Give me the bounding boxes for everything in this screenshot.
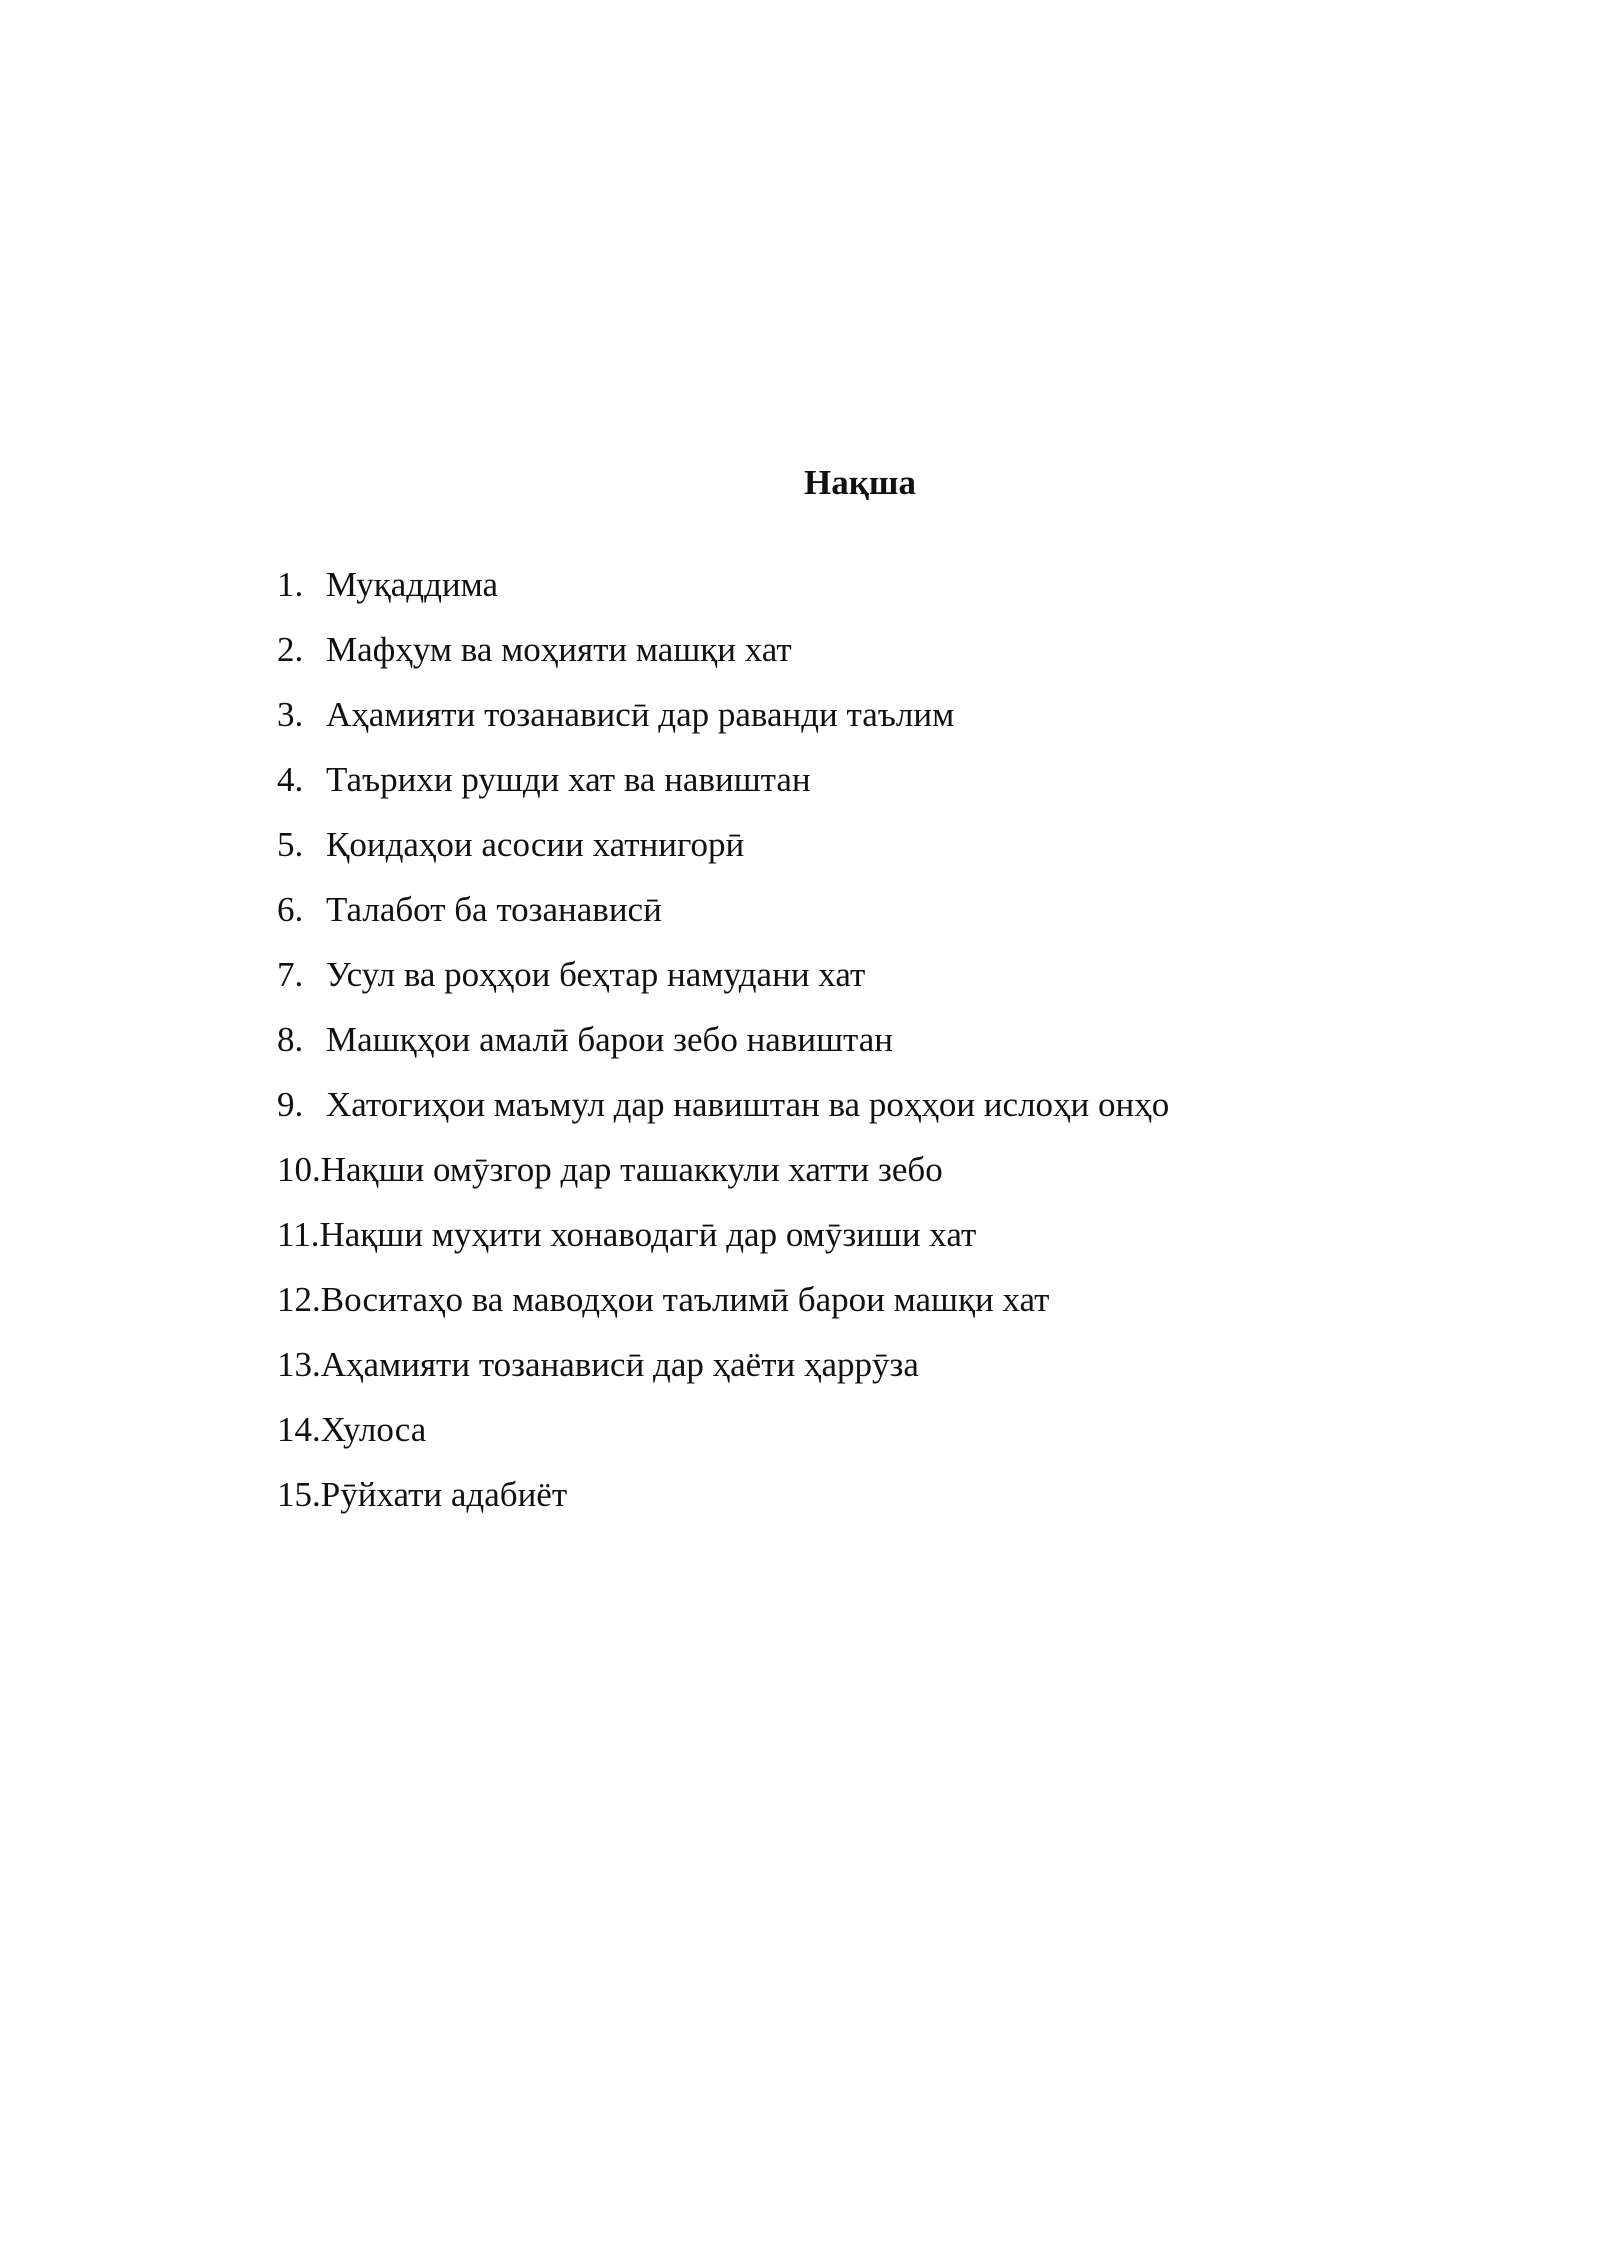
list-item xyxy=(277,1082,1169,1147)
item-number: 14. xyxy=(277,1410,321,1449)
item-number: 12. xyxy=(277,1280,321,1319)
list-item xyxy=(277,822,1169,887)
item-number: 3. xyxy=(277,695,304,734)
list-item xyxy=(277,1342,1169,1407)
item-number: 7. xyxy=(277,955,304,994)
item-number: 13. xyxy=(277,1345,321,1384)
item-text: Мафҳум ва моҳияти машқи хат xyxy=(326,630,792,669)
list-item xyxy=(277,1472,1169,1537)
item-text: Хулоса xyxy=(320,1410,427,1449)
item-number: 5. xyxy=(277,825,304,864)
item-text: Талабот ба тозанависӣ xyxy=(326,890,662,929)
list-item xyxy=(277,887,1169,952)
item-text: Қоидаҳои асосии хатнигорӣ xyxy=(326,825,745,864)
item-text: Нақши омӯзгор дар ташаккули хатти зебо xyxy=(320,1150,943,1189)
item-text: Воситаҳо ва маводҳои таълимӣ барои машқи хат xyxy=(320,1280,1050,1319)
item-text: Таърихи рушди хат ва навиштан xyxy=(326,760,811,799)
item-number: 8. xyxy=(277,1020,304,1059)
item-text: Нақши муҳити хонаводагӣ дар омӯзиши хат xyxy=(319,1215,977,1254)
list-item xyxy=(277,627,1169,692)
item-text: Муқаддима xyxy=(326,565,499,604)
item-text: Аҳамияти тозанависӣ дар раванди таълим xyxy=(326,695,955,734)
item-number: 2. xyxy=(277,630,304,669)
page-title: Нақша xyxy=(804,463,916,502)
list-item xyxy=(277,692,1169,757)
item-text: Хатогиҳои маъмул дар навиштан ва роҳҳои ислоҳи онҳо xyxy=(326,1085,1170,1124)
item-text: Рӯйхати адабиёт xyxy=(320,1475,568,1514)
item-number: 15. xyxy=(277,1475,321,1514)
table-of-contents xyxy=(277,562,1169,1537)
item-number: 6. xyxy=(277,890,304,929)
item-number: 11. xyxy=(277,1215,320,1254)
list-item xyxy=(277,1017,1169,1082)
list-item xyxy=(277,1277,1169,1342)
list-item xyxy=(277,562,1169,627)
list-item xyxy=(277,952,1169,1017)
list-item xyxy=(277,1147,1169,1212)
item-text: Усул ва роҳҳои беҳтар намудани хат xyxy=(326,955,866,994)
item-number: 1. xyxy=(277,565,304,604)
list-item xyxy=(277,757,1169,822)
item-number: 10. xyxy=(277,1150,321,1189)
item-text: Машқҳои амалӣ барои зебо навиштан xyxy=(326,1020,894,1059)
item-text: Аҳамияти тозанависӣ дар ҳаёти ҳаррӯза xyxy=(320,1345,919,1384)
item-number: 4. xyxy=(277,760,304,799)
list-item xyxy=(277,1407,1169,1472)
item-number: 9. xyxy=(277,1085,304,1124)
list-item xyxy=(277,1212,1169,1277)
